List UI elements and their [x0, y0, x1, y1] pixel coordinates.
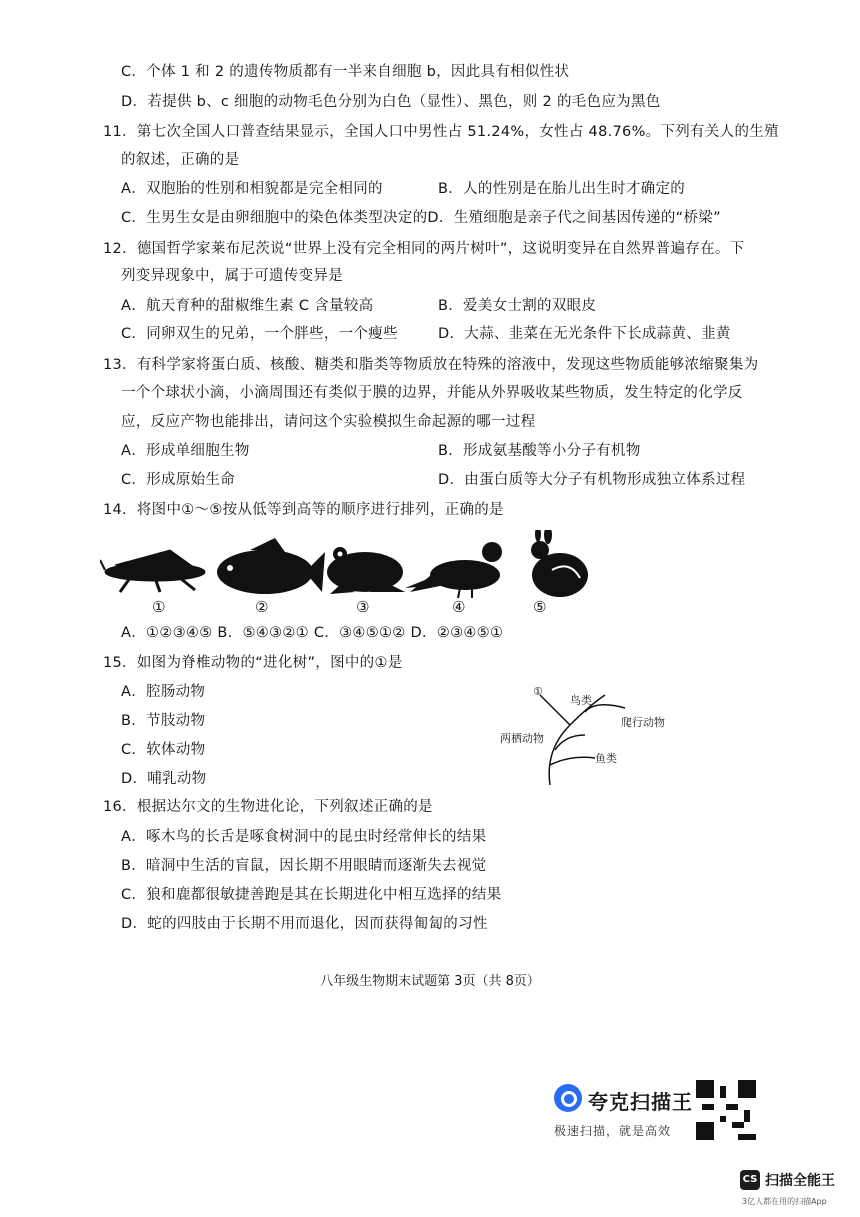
cs-app-subtitle: 3亿人都在用的扫描App [742, 1197, 827, 1206]
animal-label-5: ⑤ [533, 598, 547, 616]
quark-app-name: 夸克扫描王 [588, 1090, 693, 1114]
text-line-q12a: 12．德国哲学家莱布尼茨说“世界上没有完全相同的两片树叶”，这说明变异在自然界普遍存在。下 [103, 241, 745, 257]
tree-label-fish: 鱼类 [595, 752, 617, 765]
text-line-q16optD: D．蛇的四肢由于长期不用而退化，因而获得匍匐的习性 [121, 916, 488, 932]
tree-label-bird: 鸟类 [570, 694, 592, 707]
text-line-q12b: 列变异现象中，属于可遗传变异是 [121, 268, 343, 284]
text-line-q11optA: A．双胞胎的性别和相貌都是完全相同的 [121, 181, 383, 197]
text-line-q16optB: B．暗洞中生活的盲鼠，因长期不用眼睛而逐渐失去视觉 [121, 858, 487, 874]
text-line-q11b: 的叙述，正确的是 [121, 152, 240, 168]
text-line-q13c: 应，反应产物也能排出，请问这个实验模拟生命起源的哪一过程 [121, 414, 536, 430]
pigeon-icon [405, 542, 502, 598]
text-line-q15optD: D．哺乳动物 [121, 771, 207, 787]
text-line-q13a: 13．有科学家将蛋白质、核酸、糖类和脂类等物质放在特殊的溶液中，发现这些物质能够浓缩聚集为 [103, 357, 759, 373]
text-line-q13optD: D．由蛋白质等大分子有机物形成独立体系过程 [438, 472, 746, 488]
quark-scanner-watermark [548, 1076, 763, 1156]
fish-icon [217, 538, 325, 594]
text-line-q16optA: A．啄木鸟的长舌是啄食树洞中的昆虫时经常伸长的结果 [121, 829, 487, 845]
text-line-q13optA: A．形成单细胞生物 [121, 443, 250, 459]
text-line-q15optB: B．节肢动物 [121, 713, 206, 729]
tree-label-reptile: 爬行动物 [621, 716, 665, 729]
text-line-q11a: 11．第七次全国人口普查结果显示，全国人口中男性占 51.24%，女性占 48.76%。下列有关人的生殖 [103, 124, 779, 140]
text-line-q16optC: C．狼和鹿都很敏捷善跑是其在长期进化中相互选择的结果 [121, 887, 502, 903]
text-line-q12optC: C．同卵双生的兄弟，一个胖些，一个瘦些 [121, 326, 398, 342]
animal-label-1: ① [152, 598, 166, 616]
animal-label-4: ④ [452, 598, 466, 616]
page-footer: 八年级生物期末试题第 3页（共 8页） [320, 974, 540, 989]
evolution-tree-diagram [495, 680, 665, 790]
tree-label-1: ① [533, 685, 543, 698]
qr-code-icon [696, 1080, 756, 1140]
grasshopper-icon [100, 550, 205, 592]
text-line-q10c: C．个体 1 和 2 的遗传物质都有一半来自细胞 b，因此具有相似性状 [121, 64, 570, 80]
animal-label-2: ② [255, 598, 269, 616]
frog-icon [327, 547, 405, 594]
text-line-q14a: 14．将图中①～⑤按从低等到高等的顺序进行排列，正确的是 [103, 502, 504, 518]
text-line-q12optA: A．航天育种的甜椒维生素 C 含量较高 [121, 298, 374, 314]
text-line-q10d: D．若提供 b、c 细胞的动物毛色分别为白色（显性）、黑色，则 2 的毛色应为黑色 [121, 94, 661, 110]
quark-slogan: 极速扫描，就是高效 [554, 1124, 672, 1138]
text-line-q13optB: B．形成氨基酸等小分子有机物 [438, 443, 641, 459]
text-line-q12optB: B．爱美女士割的双眼皮 [438, 298, 597, 314]
text-line-q11optCD: C．生男生女是由卵细胞中的染色体类型决定的D．生殖细胞是亲子代之间基因传递的“桥梁” [121, 210, 721, 226]
cs-app-name: 扫描全能王 [765, 1173, 835, 1189]
text-line-q14opts: A．①②③④⑤ B．⑤④③②① C．③④⑤①② D．②③④⑤① [121, 625, 504, 641]
animal-label-3: ③ [356, 598, 370, 616]
camscanner-watermark [740, 1168, 850, 1213]
text-line-q13optC: C．形成原始生命 [121, 472, 236, 488]
text-line-q12optD: D．大蒜、韭菜在无光条件下长成蒜黄、韭黄 [438, 326, 731, 342]
text-line-q15optC: C．软体动物 [121, 742, 206, 758]
quark-logo-icon [554, 1084, 582, 1112]
text-line-q13b: 一个个球状小滴，小滴周围还有类似于膜的边界，并能从外界吸收某些物质，发生特定的化学反 [121, 385, 743, 401]
tree-label-amphibian: 两栖动物 [500, 732, 544, 745]
text-line-q16a: 16．根据达尔文的生物进化论，下列叙述正确的是 [103, 799, 433, 815]
rabbit-icon [531, 530, 588, 597]
text-line-q15a: 15．如图为脊椎动物的“进化树”，图中的①是 [103, 655, 403, 671]
text-line-q11optB: B．人的性别是在胎儿出生时才确定的 [438, 181, 686, 197]
text-line-q15optA: A．腔肠动物 [121, 684, 206, 700]
cs-logo-icon: CS [740, 1170, 760, 1190]
